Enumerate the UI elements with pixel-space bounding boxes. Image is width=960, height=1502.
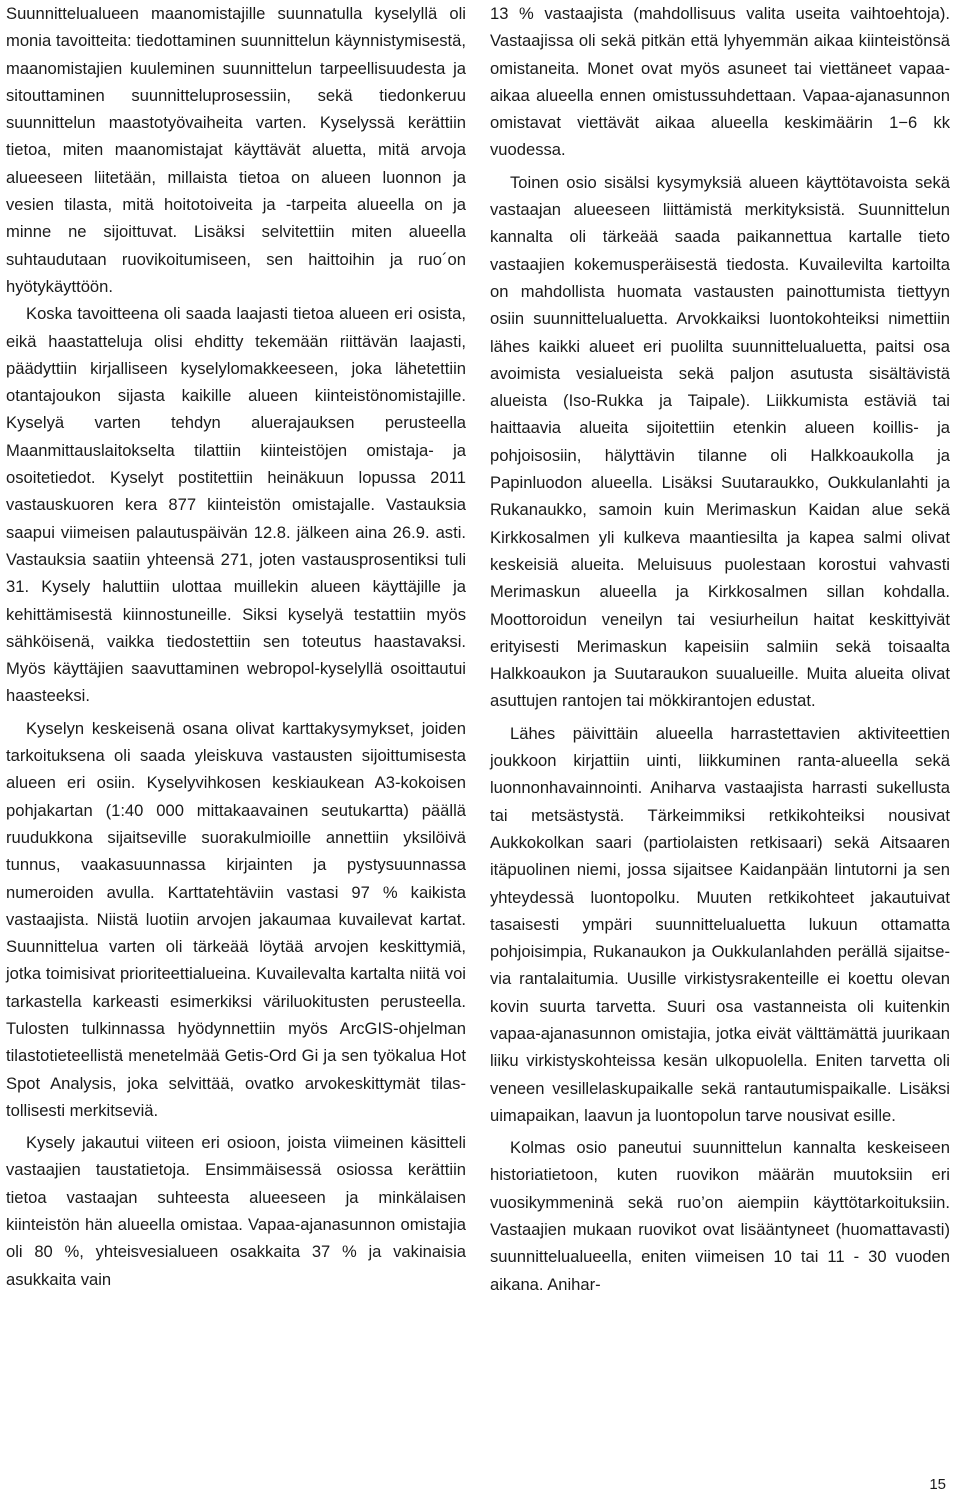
paragraph-questionnaire-method: Koska tavoitteena oli saada laajasti tietoa alueen eri osista, eikä haastatteluja olisi ehditty tekemään riittävän laajasti, päädyttiin kirjalliseen kyselylomakkeeseen, joka lähetettiin otantajoukon sijasta kaikille alueen kiinteistönomistajille. Kyselyä varten tehdyn aluerajauksen perusteella Maanmittauslaitokselta tilattiin kiinteistöjen omistaja- ja osoitetiedot. Kyselyt postitettiin heinäkuun lopussa 2011 vastauskuoren kera 877 kiinteistön omistajalle. Vastauksia saapui viimeisen palautuspäivän 12.8. jälkeen aina 26.9. asti. Vastauksia saatiin yhteensä 271, joten vastausprosentiksi tuli 31. Kysely haluttiin ulottaa muillekin alueen käyttäjille ja kehittämisestä kiinnostuneille. Siksi kyselyä testattiin myös sähköisenä, vaikka tiedostettiin sen toteutus haastavaksi. Myös käyttäjien saavuttaminen webropol-kyselyllä osoittautui haasteeksi. (6, 304, 466, 706)
paragraph-history: Kolmas osio paneutui suunnittelun kannalta keskeiseen historiatietoon, kuten ruovikon määrän muutoksiin eri vuosikymmeninä sekä ruo’on aiempiin käyttötarkoituksiin. Vastaajien mukaan ruovikot ovat lisääntyneet (huomattavasti) suunnittelualueella, eniten viimeisen 10 tai 11 - 30 vuoden aikana. Anihar- (490, 1138, 950, 1294)
paragraph-area-use: Toinen osio sisälsi kysymyksiä alueen käyttötavoista sekä vastaajan alueeseen liittämistä merkityksistä. Suunnittelun kannalta oli tärkeää saada paikannettua kartalle tieto vastaajien kokemusperäisestä tiedosta. Kuvailevilta kartoilta on mahdollista huomata vastausten painottumista tiettyyn osiin suunnittelualuetta. Arvokkaiksi luontokohteiksi nimettiin lähes kaikki alueet eri puolilta suunnittelualuetta, paitsi osa avoimista vesialueista sekä paljon asutusta sisältävistä alueista (Iso-Rukka ja Taipale). Liikkumista estäviä tai haittaavia alueita sijoitettiin etenkin alueen koillis- ja pohjoisosiin, hälyttävin tilanne oli Halkkoaukolla ja Papinluodon alueella. Lisäksi Suutaraukko, Oukkulanlahti ja Rukanaukko, samoin kuin Merimaskun Kaidan alue sekä Kirkkosalmen yli kulkeva maantiesilta ja kapea salmi olivat keskeisiä alueita. Meluisuus puolestaan korostui vahvasti Merimaskun alueella ja Kirkkosalmen sillan kohdalla. Moottoroidun veneilyn tai vesiurheilun haitat keskittyivät erityisesti Merimaskun kapeisiin salmiin sekä toisaalta Halkkoaukon ja Suutaraukon suualueille. Muita alueita olivat asuttujen rantojen tai mökkirantojen edustat. (490, 172, 950, 711)
paragraph-survey-sections: Kysely jakautui viiteen eri osioon, joista viimeinen käsitteli vastaajien taustatietoja. Ensimmäisessä osiossa kerättiin tietoa vastaajan suhteesta alueeseen ja minkälaisen kiinteistön hän alueella omistaa. Vapaa-ajanasunnon omistajia oli 80 %, yhteisvesialueen osakkaita 37 % ja vakinaisia asukkaita vain (6, 1133, 466, 1289)
page-number: 15 (929, 1476, 946, 1493)
paragraph-map-questions: Kyselyn keskeisenä osana olivat karttakysymykset, joiden tarkoituksena oli saada yleiskuva vastausten sijoittumisesta alueen eri osiin. Kyselyvihkosen keskiaukean A3-kokoisen pohjakartan (1:40 000 mittakaavainen seutukartta) päällä ruudukkona sijaitseville suorakulmioille annettiin yksilöivä tunnus, vaakasuunnassa kirjainten ja pystysuunnassa numeroiden avulla. Karttatehtäviin vastasi 97 % kaikista vastaajista. Niistä luotiin arvojen jakaumaa kuvailevat kartat. Suunnittelua varten oli tärkeää löytää arvojen keskittymiä, jotka toimisivat prioriteettialueina. Kuvailevalta kartalta niitä voi tarkastella karkeasti esimerkiksi väriluokitusten perusteella. Tulosten tulkinnassa hyödynnettiin myös ArcGIS-ohjelman tilastotieteellistä menetelmää Getis-Ord Gi ja sen työkalua Hot Spot Analysis, joka selvittää, ovatko arvokeskittymät tilastollisesti merkitseviä. (6, 718, 466, 1120)
left-text-column (6, 0, 466, 1293)
paragraph-activities: Lähes päivittäin alueella harrastettavien aktiviteettien joukkoon kirjattiin uinti, liikkuminen ranta-alueella sekä luonnonhavainnointi. Aniharva vastaajista harrasti sukellusta tai metsästystä. Tärkeimmiksi retkikohteiksi nousivat Aukkokolkan saari (partiolaisten retkisaari) sekä Aitsaaren itäpuolinen niemi, jossa sijaitsee Kaidanpään lintutorni ja sen yhteydessä luontopolku. Muuten retkikohteet jakautuivat tasaisesti ympäri suunnittelualuetta lukuun ottamatta pohjoisimpia, Rukanaukon ja Oukkulanlahden perällä sijaitsevia rantalaitumia. Uusille virkistysrakenteille ei koettu olevan kovin suurta tarvetta. Suuri osa vastanneista oli kuitenkin vapaa-ajanasunnon omistajia, jotka eivät välttämättä juurikaan liiku virkistyskohteissa kesän ulkopuolella. Eniten tarvetta oli veneen vesillelaskupaikalle sekä rantautumispaikalle. Lisäksi uimapaikan, laavun ja luontopolun tarve nousivat esille. (490, 723, 950, 1125)
paragraph-survey-goals: Suunnittelualueen maanomistajille suunnatulla kyselyllä oli monia tavoitteita: tiedottaminen suunnittelun käynnistymisestä, maanomistajien kuuleminen suunnittelun tarpeellisuudesta ja sitouttaminen suunnitteluprosessiin, sekä tiedonkeruu suunnittelun maastotyövaiheita varten. Kyselyssä kerättiin tietoa, miten maanomistajat käyttävät aluetta, mitä arvoja alueeseen liitetään, millaista tietoa on alueen luonnon ja vesien tilasta, mitä hoitotoiveita ja -tarpeita alueella on ja minne ne sijoittuvat. Lisäksi selvitettiin miten alueella suhtaudutaan ruovikoitumiseen, sen haittoihin ja ruo´on hyötykäyttöön. (6, 4, 466, 296)
paragraph-respondent-background: 13 % vastaajista (mahdollisuus valita useita vaihtoehtoja). Vastaajissa oli sekä pitkän että lyhyemmän aikaa kiinteistönsä omistaneita. Monet ovat myös asuneet tai viettäneet vapaa-aikaa alueella ennen omistussuhdettaan. Vapaa-ajanasunnon omistavat viettävät aikaa alueella keskimäärin 1−6 kk vuodessa. (490, 4, 950, 160)
right-text-column (490, 0, 950, 1298)
